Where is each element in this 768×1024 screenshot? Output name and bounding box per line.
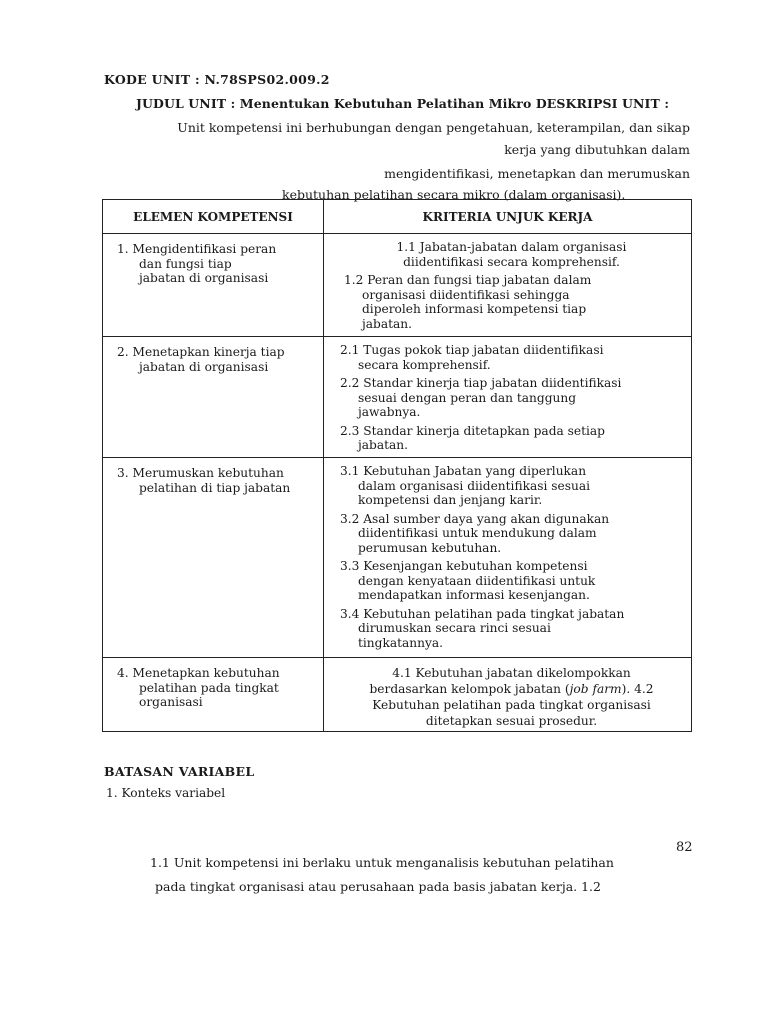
kriteria-line: 3.3 Kesenjangan kebutuhan kompetensi <box>340 559 588 573</box>
header-elemen-kompetensi: ELEMEN KOMPETENSI <box>103 200 324 234</box>
kriteria-line: perumusan kebutuhan. <box>358 540 502 555</box>
kriteria-line: berdasarkan kelompok jabatan ( <box>369 682 570 696</box>
kriteria-line: secara komprehensif. <box>358 357 491 372</box>
kriteria-item <box>340 376 683 420</box>
kriteria-italic-term: job farm <box>569 682 622 696</box>
kriteria-cell <box>324 458 692 658</box>
kriteria-line: ). 4.2 <box>621 682 654 696</box>
kriteria-line: dalam organisasi diidentifikasi sesuai <box>358 478 590 493</box>
kriteria-line: diidentifikasi untuk mendukung dalam <box>358 526 597 540</box>
elemen-cell <box>103 234 324 337</box>
deskripsi-line-3: mengidentifikasi, menetapkan dan merumuskan <box>384 166 690 181</box>
elemen-cell <box>103 658 324 732</box>
table-row <box>103 458 692 658</box>
table-row <box>103 234 692 337</box>
header-kriteria-unjuk-kerja: KRITERIA UNJUK KERJA <box>324 200 692 234</box>
kriteria-item <box>340 240 683 269</box>
kriteria-line: kompetensi dan jenjang karir. <box>358 493 543 507</box>
elemen-line: pelatihan pada tingkat <box>139 680 279 695</box>
kriteria-line: jawabnya. <box>358 405 421 419</box>
table-row <box>103 658 692 732</box>
kriteria-line: 2.2 Standar kinerja tiap jabatan diidentifikasi <box>340 376 622 390</box>
kriteria-line: jabatan. <box>358 438 408 452</box>
kriteria-item <box>340 607 683 651</box>
batasan-variabel-heading: BATASAN VARIABEL <box>104 764 255 779</box>
footer-paragraph-line-2: pada tingkat organisasi atau perusahaan pada basis jabatan kerja. 1.2 <box>155 879 601 894</box>
judul-unit: JUDUL UNIT : Menentukan Kebutuhan Pelatihan Mikro DESKRIPSI UNIT : <box>136 96 670 111</box>
elemen-cell <box>103 458 324 658</box>
deskripsi-line-2: kerja yang dibutuhkan dalam <box>504 142 690 157</box>
deskripsi-line-4: kebutuhan pelatihan secara mikro (dalam organisasi). <box>282 187 626 202</box>
kriteria-line: 4.1 Kebutuhan jabatan dikelompokkan <box>392 666 631 680</box>
kriteria-cell <box>324 658 692 732</box>
kriteria-line: sesuai dengan peran dan tanggung <box>358 390 577 405</box>
kriteria-line: 1.2 Peran dan fungsi tiap jabatan dalam <box>344 273 592 287</box>
elemen-line: jabatan di organisasi <box>139 271 269 285</box>
konteks-variabel: 1. Konteks variabel <box>106 786 226 800</box>
kriteria-line: Kebutuhan pelatihan pada tingkat organisasi <box>372 698 651 712</box>
elemen-line: pelatihan di tiap jabatan <box>139 480 291 495</box>
elemen-line: dan fungsi tiap <box>139 256 232 271</box>
elemen-line: 3. Merumuskan kebutuhan <box>117 466 284 480</box>
kriteria-line: 1.1 Jabatan-jabatan dalam organisasi <box>396 240 627 254</box>
kriteria-line: 3.2 Asal sumber daya yang akan digunakan <box>340 511 610 526</box>
kriteria-item <box>340 273 683 331</box>
kriteria-line: ditetapkan sesuai prosedur. <box>425 714 598 728</box>
kriteria-line: mendapatkan informasi kesenjangan. <box>358 588 590 602</box>
kriteria-line: diidentifikasi secara komprehensif. <box>403 254 620 269</box>
kriteria-item <box>340 559 683 603</box>
elemen-cell <box>103 337 324 458</box>
kriteria-line: organisasi diidentifikasi sehingga <box>362 287 570 302</box>
page-number: 82 <box>676 840 693 855</box>
kriteria-line: jabatan. <box>362 316 412 331</box>
elemen-line: 1. Mengidentifikasi peran <box>117 242 277 256</box>
kriteria-line: dirumuskan secara rinci sesuai <box>358 621 551 635</box>
kriteria-line: dengan kenyataan diidentifikasi untuk <box>358 573 596 588</box>
kriteria-item <box>340 424 683 453</box>
kriteria-item <box>340 343 683 372</box>
elemen-line: organisasi <box>139 695 203 709</box>
table-row <box>103 337 692 458</box>
deskripsi-line-1: Unit kompetensi ini berhubungan dengan pengetahuan, keterampilan, dan sikap <box>177 120 690 135</box>
kode-unit: KODE UNIT : N.78SPS02.009.2 <box>104 72 330 87</box>
footer-paragraph-line-1: 1.1 Unit kompetensi ini berlaku untuk menganalisis kebutuhan pelatihan <box>150 855 614 870</box>
elemen-line: jabatan di organisasi <box>139 359 269 374</box>
kriteria-cell <box>324 337 692 458</box>
competency-table <box>102 199 692 732</box>
kriteria-line: 3.4 Kebutuhan pelatihan pada tingkat jabatan <box>340 606 625 621</box>
kriteria-line: tingkatannya. <box>358 635 443 650</box>
elemen-line: 4. Menetapkan kebutuhan <box>117 666 280 680</box>
kriteria-line: 2.1 Tugas pokok tiap jabatan diidentifikasi <box>340 343 604 357</box>
kriteria-item <box>340 464 683 508</box>
elemen-line: 2. Menetapkan kinerja tiap <box>117 345 285 359</box>
kriteria-line: 3.1 Kebutuhan Jabatan yang diperlukan <box>340 464 587 478</box>
kriteria-line: 2.3 Standar kinerja ditetapkan pada setiap <box>340 423 605 438</box>
kriteria-item <box>340 512 683 556</box>
kriteria-cell <box>324 234 692 337</box>
kriteria-line: diperoleh informasi kompetensi tiap <box>362 302 587 316</box>
